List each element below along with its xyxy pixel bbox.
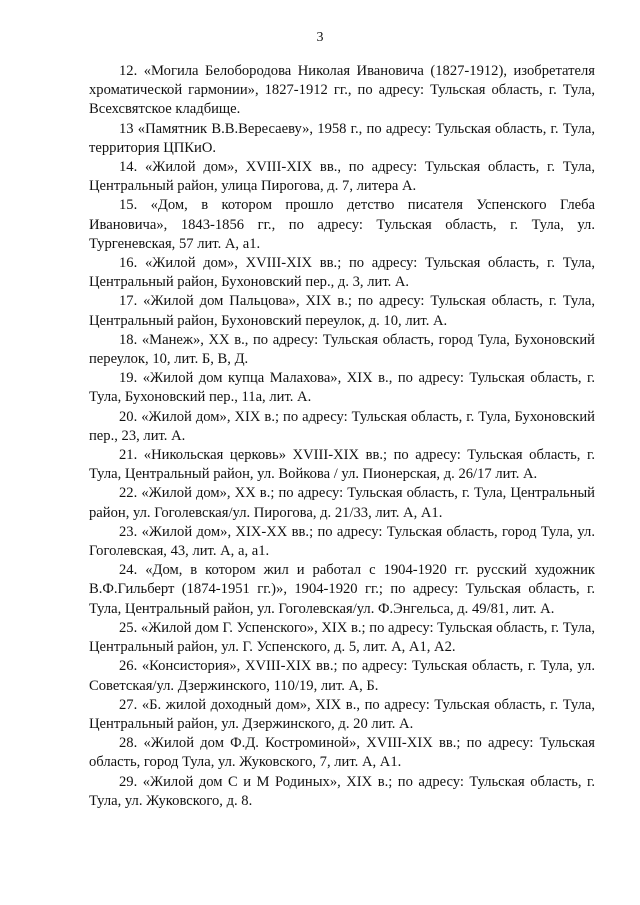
document-body (89, 62, 595, 811)
page-number: 3 (316, 30, 324, 45)
list-item-26: 26. «Консистория», XVIII-XIX вв.; по адресу: Тульская область, г. Тула, ул. Советская/ул. Дзержинского, 110/19, лит. А, Б. (89, 658, 595, 694)
list-item-28: 28. «Жилой дом Ф.Д. Костроминой», XVIII-XIX вв.; по адресу: Тульская область, город Тула, ул. Жуковского, 7, лит. А, А1. (89, 735, 595, 771)
list-item-17: 17. «Жилой дом Пальцова», XIX в.; по адресу: Тульская область, г. Тула, Центральный район, Бухоновский переулок, д. 10, лит. А. (89, 293, 595, 329)
list-item-23: 23. «Жилой дом», XIX-XX вв.; по адресу: Тульская область, город Тула, ул. Гоголевская, 43, лит. А, а, а1. (89, 523, 595, 560)
list-item-15: 15. «Дом, в котором прошло детство писателя Успенского Глеба Ивановича», 1843-1856 гг., по адресу: Тульская область, г. Тула, ул. Тургеневская, 57 лит. А, а1. (89, 197, 595, 252)
list-item-16: 16. «Жилой дом», XVIII-XIX вв.; по адресу: Тульская область, г. Тула, Центральный район, Бухоновский пер., д. 3, лит. А. (89, 255, 595, 291)
list-item-12: 12. «Могила Белобородова Николая Ивановича (1827-1912), изобретателя хроматической гармонии», 1827-1912 гг., по адресу: Тульская область, г. Тула, Всехсвятское кладбище. (89, 63, 595, 118)
list-item-19: 19. «Жилой дом купца Малахова», XIX в., по адресу: Тульская область, г. Тула, Бухоновский пер., 11а, лит. А. (89, 370, 595, 406)
list-item-18: 18. «Манеж», XX в., по адресу: Тульская область, город Тула, Бухоновский переулок, 10, лит. Б, В, Д. (89, 331, 595, 368)
list-item-20: 20. «Жилой дом», XIX в.; по адресу: Тульская область, г. Тула, Бухоновский пер., 23, лит. А. (89, 408, 595, 444)
list-item-14: 14. «Жилой дом», XVIII-XIX вв., по адресу: Тульская область, г. Тула, Центральный район, улица Пирогова, д. 7, литера А. (89, 159, 595, 195)
list-item-27: 27. «Б. жилой доходный дом», XIX в., по адресу: Тульская область, г. Тула, Центральный район, ул. Дзержинского, д. 20 лит. А. (89, 696, 595, 732)
list-item-25: 25. «Жилой дом Г. Успенского», XIX в.; по адресу: Тульская область, г. Тула, Центральный район, ул. Г. Успенского, д. 5, лит. А, А1, А2. (89, 619, 595, 656)
list-item-24: 24. «Дом, в котором жил и работал с 1904-1920 гг. русский художник В.Ф.Гильберт (1874-1951 гг.)», 1904-1920 гг.; по адресу: Тульская область, г. Тула, Центральный район, ул. Гоголевская/ул. Ф.Энгельса, д. 49/81, лит. А. (89, 562, 595, 617)
list-item-29: 29. «Жилой дом С и М Родиных», XIX в.; по адресу: Тульская область, г. Тула, ул. Жуковского, д. 8. (89, 773, 595, 809)
list-item-13: 13 «Памятник В.В.Вересаеву», 1958 г., по адресу: Тульская область, г. Тула, территория ЦПКиО. (89, 120, 595, 156)
list-item-21: 21. «Никольская церковь» XVIII-XIX вв.; по адресу: Тульская область, г. Тула, Центральный район, ул. Войкова / ул. Пионерская, д. 26/17 лит. А. (89, 447, 595, 483)
list-item-22: 22. «Жилой дом», XX в.; по адресу: Тульская область, г. Тула, Центральный район, ул. Гоголевская/ул. Пирогова, д. 21/33, лит. А, А1. (89, 485, 595, 521)
